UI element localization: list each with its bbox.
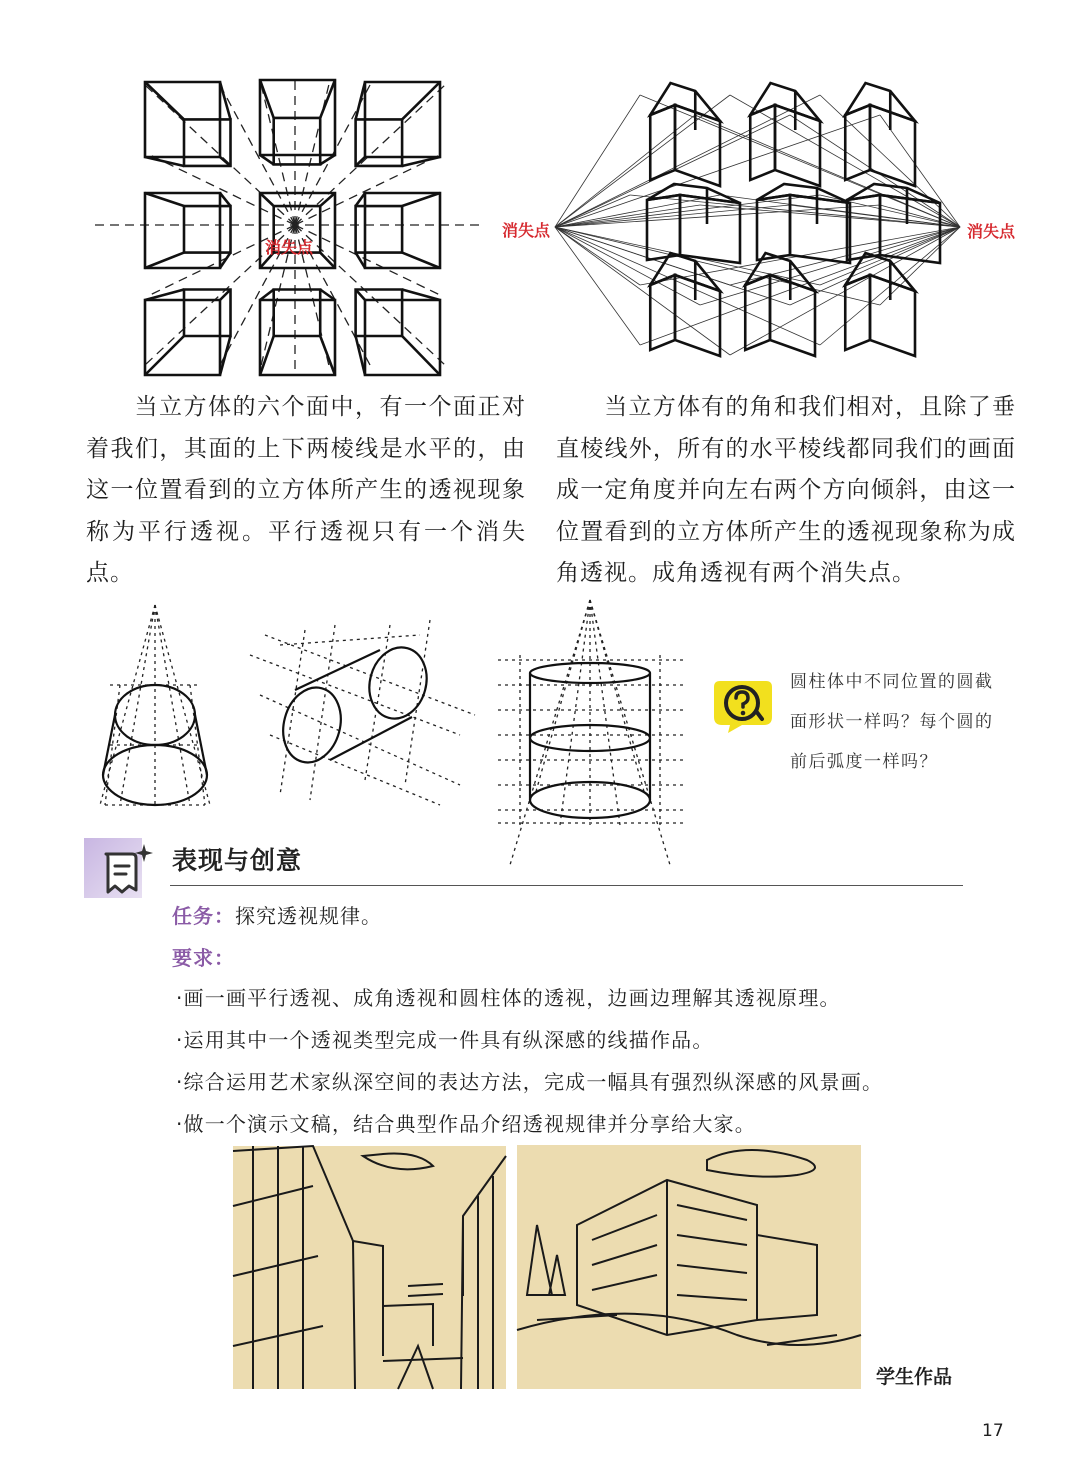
cube (220, 290, 231, 301)
cube (750, 105, 775, 180)
cube (650, 83, 720, 121)
question-bubble-icon (712, 673, 774, 735)
cube (870, 105, 915, 186)
cube (870, 275, 915, 356)
parallel-perspective-diagram (90, 75, 490, 375)
question-line: 圆柱体中不同位置的圆截 (790, 672, 994, 692)
converging-line (555, 227, 790, 305)
cube (145, 193, 184, 206)
cube (260, 155, 274, 164)
parallel-vanishing-point-label: 消失点 (265, 238, 314, 257)
converging-line (555, 227, 700, 305)
cube (145, 157, 184, 166)
task-label: 任务： (172, 904, 235, 928)
cube (775, 105, 820, 186)
cylinder-perspective-diagrams (90, 595, 690, 875)
question-line: 面形状一样吗？每个圆的 (790, 712, 994, 732)
cube (260, 300, 335, 375)
converging-line (555, 195, 820, 227)
vanishing-line (260, 80, 295, 225)
cube (680, 195, 740, 263)
cube (145, 253, 184, 268)
angular-vanishing-point-right-label: 消失点 (967, 222, 1016, 241)
cube (145, 290, 184, 301)
task-text: 探究透视规律。 (235, 904, 382, 928)
cube (320, 155, 335, 164)
cube (184, 206, 231, 253)
cube (750, 83, 820, 121)
cube (220, 157, 231, 166)
angular-vanishing-point-left-label: 消失点 (502, 221, 551, 240)
cube (220, 336, 231, 375)
requirements-list (176, 977, 1016, 1145)
converging-line (555, 195, 720, 227)
cube (847, 184, 940, 203)
parallel-perspective-paragraph: 当立方体的六个面中，有一个面正对着我们，其面的上下两棱线是水平的，由这一位置看到的立方体所产生的透视现象称为平行透视。平行透视只有一个消失点。 (86, 394, 526, 586)
student-work-building-drawing (517, 1145, 861, 1389)
cube (675, 105, 720, 186)
cube (356, 336, 365, 375)
cube (845, 275, 870, 350)
cube (757, 195, 790, 260)
cube (845, 105, 870, 180)
requirements-label: 要求： (172, 946, 235, 970)
cube (356, 82, 365, 119)
angular-perspective-paragraph: 当立方体有的角和我们相对，且除了垂直棱线外，所有的水平棱线都同我们的画面成一定角度并向左右两个方向倾斜，由这一位置看到的立方体所产生的透视现象称为成角透视。成角透视有两个消失点。 (556, 394, 1016, 586)
cube (675, 275, 720, 356)
converging-line (555, 227, 640, 285)
converging-line (555, 95, 640, 227)
cube (356, 290, 365, 301)
requirement-item: ·做一个演示文稿，结合典型作品介绍透视规律并分享给大家。 (176, 1112, 756, 1136)
cube (320, 80, 335, 118)
cube (402, 82, 440, 119)
converging-line (555, 205, 790, 227)
cube (356, 206, 403, 253)
cube (274, 290, 321, 337)
section-title: 表现与创意 (172, 846, 303, 875)
page-number: 17 (982, 1421, 1004, 1441)
cube (770, 275, 815, 356)
cube (274, 118, 321, 164)
document-sparkle-icon (84, 838, 164, 910)
cube (402, 193, 440, 206)
cube (145, 82, 184, 119)
student-works-caption: 学生作品 (876, 1366, 953, 1388)
cube (757, 184, 850, 203)
requirement-item: ·综合运用艺术家纵深空间的表达方法，完成一幅具有强烈纵深感的风景画。 (176, 1070, 884, 1094)
student-work-street-drawing (233, 1146, 506, 1389)
task-line (172, 900, 382, 929)
requirement-item: ·运用其中一个透视类型完成一件具有纵深感的线描作品。 (176, 1028, 714, 1052)
cube (320, 336, 335, 375)
cube (402, 290, 440, 301)
question-text (790, 662, 1030, 782)
cube (260, 193, 274, 206)
cube (260, 80, 274, 118)
requirement-item: ·画一画平行透视、成角透视和圆柱体的透视，边画边理解其透视原理。 (176, 986, 841, 1010)
cube (220, 193, 231, 206)
cube (145, 336, 184, 375)
section-divider (170, 885, 963, 886)
angular-perspective-diagram (500, 85, 970, 365)
cube (356, 253, 365, 268)
cube (260, 290, 274, 301)
question-line: 前后弧度一样吗？ (790, 752, 938, 772)
cube (745, 275, 770, 350)
cube (402, 253, 440, 268)
